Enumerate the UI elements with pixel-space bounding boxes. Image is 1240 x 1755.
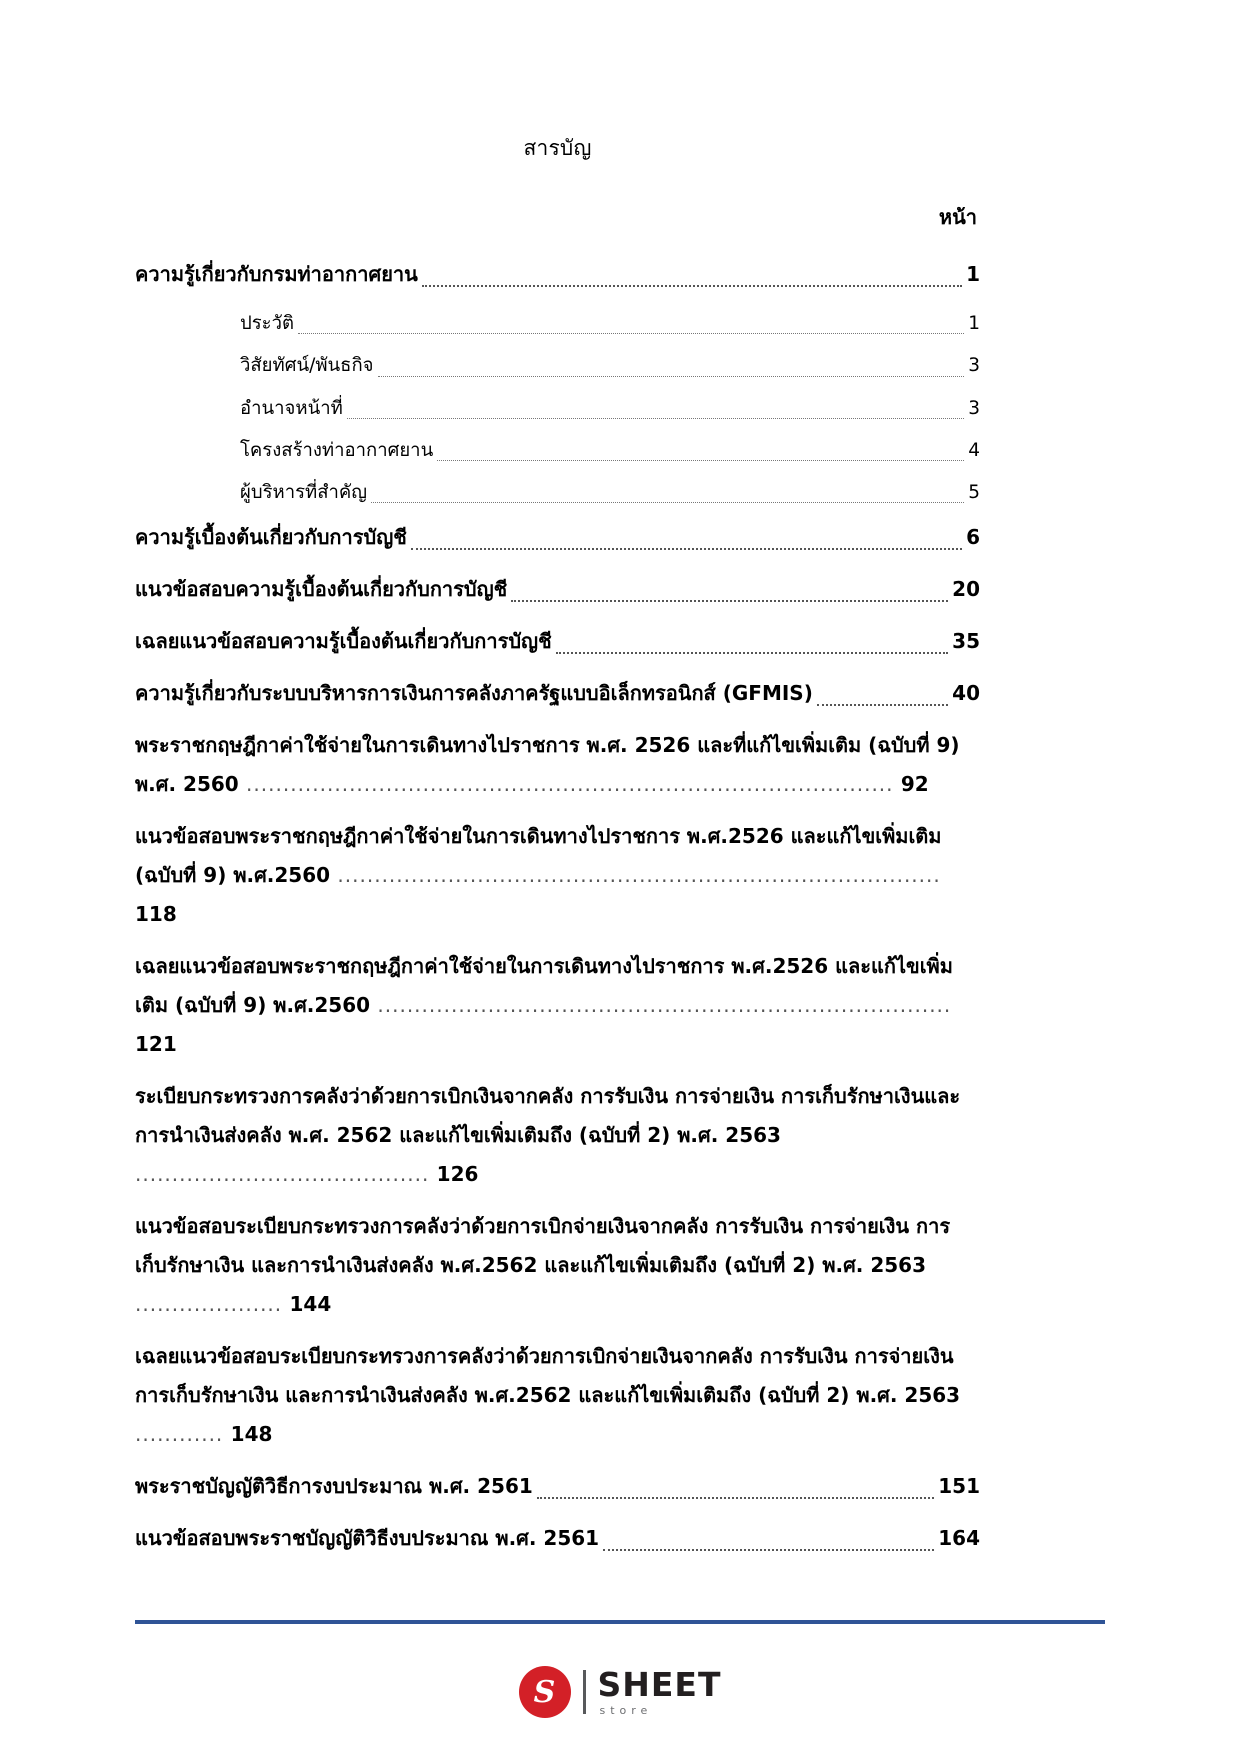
toc-entry-page-number: 1 — [968, 313, 980, 334]
toc-entry[interactable] — [135, 434, 980, 467]
toc-entry-page-number: 6 — [966, 525, 980, 550]
toc-entry[interactable] — [135, 726, 980, 804]
toc-leader-dots: .................... — [135, 1292, 290, 1317]
footer-divider — [135, 1620, 1105, 1624]
toc-entry-page-number: 3 — [968, 355, 980, 377]
toc-entry[interactable] — [135, 1337, 980, 1454]
toc-entry-label: แนวข้อสอบพระราชกฤษฎีกาค่าใช้จ่ายในการเดินทางไปราชการ พ.ศ.2526 และแก้ไขเพิ่มเติม (ฉบับที่ 9) พ.ศ.2560 — [135, 824, 942, 888]
toc-entry-page-number: 40 — [952, 681, 980, 706]
toc-entry-page-number: 4 — [968, 439, 980, 461]
toc-leader-dots: .............................................................................. — [370, 993, 952, 1018]
toc-entry[interactable] — [135, 392, 980, 425]
toc-entry-page-number: 151 — [938, 1474, 980, 1499]
toc-leader-dots — [298, 332, 964, 334]
page-column-header: หน้า — [938, 205, 977, 229]
toc-leader-dots — [371, 501, 964, 503]
toc-leader-dots: ............ — [135, 1422, 231, 1447]
brand-logo — [0, 1666, 1240, 1718]
toc-entry[interactable] — [135, 349, 980, 382]
toc-entry-label: ผู้บริหารที่สำคัญ — [240, 482, 368, 504]
toc-entry-label: วิสัยทัศน์/พันธกิจ — [240, 355, 374, 377]
toc-leader-dots — [378, 375, 965, 377]
toc-entry-label: ความรู้เกี่ยวกับระบบบริหารการเงินการคลังภาครัฐแบบอิเล็กทรอนิกส์ (GFMIS) — [135, 681, 813, 706]
toc-leader-dots — [817, 703, 948, 706]
toc-leader-dots: ........................................ — [135, 1162, 437, 1187]
toc-entry-label: ประวัติ — [240, 313, 295, 334]
toc-entry-label: พระราชกฤษฎีกาค่าใช้จ่ายในการเดินทางไปราชการ พ.ศ. 2526 และที่แก้ไขเพิ่มเติม (ฉบับที่ 9) พ.ศ. 2560 — [135, 733, 960, 797]
toc-entry-label: เฉลยแนวข้อสอบระเบียบกระทรวงการคลังว่าด้วยการเบิกจ่ายเงินจากคลัง การรับเงิน การจ่ายเงิน การเก็บรักษาเงิน และการนำเงินส่งคลัง พ.ศ.2562 และแก้ไขเพิ่มเติมถึง (ฉบับที่ 2) พ.ศ. 2563 — [135, 1344, 961, 1408]
toc-entry-label: แนวข้อสอบความรู้เบื้องต้นเกี่ยวกับการบัญชี — [135, 577, 508, 602]
toc-entry[interactable] — [135, 1077, 980, 1194]
toc-entry-label: แนวข้อสอบพระราชบัญญัติวิธีงบประมาณ พ.ศ. 2561 — [135, 1526, 600, 1551]
page-footer — [0, 1620, 1240, 1755]
toc-entry-label: อำนาจหน้าที่ — [240, 397, 343, 419]
toc-entry-page-number: 20 — [952, 577, 980, 602]
toc-entry-label: เฉลยแนวข้อสอบความรู้เบื้องต้นเกี่ยวกับการบัญชี — [135, 629, 552, 654]
toc-entry[interactable] — [135, 817, 980, 934]
toc-entry[interactable] — [135, 1207, 980, 1324]
toc-entry-page-number: 92 — [900, 772, 929, 797]
toc-entry-page-number: 126 — [436, 1162, 479, 1187]
toc-entry-page-number: 5 — [968, 482, 980, 504]
toc-entry[interactable] — [135, 1467, 980, 1506]
toc-entry-label: แนวข้อสอบระเบียบกระทรวงการคลังว่าด้วยการเบิกจ่ายเงินจากคลัง การรับเงิน การจ่ายเงิน การเก็บรักษาเงิน และการนำเงินส่งคลัง พ.ศ.2562 และแก้ไขเพิ่มเติมถึง (ฉบับที่ 2) พ.ศ. 2563 — [135, 1214, 951, 1278]
toc-leader-dots: .................................................................................. — [330, 863, 941, 888]
page-title: สารบัญ — [523, 136, 592, 160]
toc-entry[interactable] — [135, 674, 980, 713]
toc-leader-dots — [347, 417, 964, 419]
toc-entry[interactable] — [135, 1519, 980, 1558]
toc-leader-dots — [511, 599, 948, 602]
toc-entry-page-number: 148 — [230, 1422, 273, 1447]
toc-entry-label: เฉลยแนวข้อสอบพระราชกฤษฎีกาค่าใช้จ่ายในการเดินทางไปราชการ พ.ศ.2526 และแก้ไขเพิ่มเติม (ฉบับที่ 9) พ.ศ.2560 — [135, 954, 953, 1018]
page-content — [135, 0, 980, 1571]
toc-leader-dots — [537, 1496, 934, 1499]
toc-entry-page-number: 121 — [135, 1032, 177, 1057]
toc-entry-page-number: 164 — [938, 1526, 980, 1551]
toc-entry[interactable] — [135, 307, 980, 340]
toc-leader-dots — [411, 547, 962, 550]
toc-leader-dots — [437, 459, 964, 461]
logo-main-text: SHEET — [597, 1665, 722, 1704]
logo-circle-icon: S — [519, 1666, 571, 1718]
toc-entry-page-number: 3 — [968, 397, 980, 419]
toc-leader-dots — [422, 284, 962, 287]
toc-entry-page-number: 118 — [135, 902, 177, 927]
toc-entry-label: ความรู้เกี่ยวกับกรมท่าอากาศยาน — [135, 262, 418, 286]
toc-entry-label: พระราชบัญญัติวิธีการงบประมาณ พ.ศ. 2561 — [135, 1474, 533, 1499]
toc-entry-label: โครงสร้างท่าอากาศยาน — [240, 439, 434, 461]
toc-leader-dots: ........................................................................................ — [238, 772, 901, 797]
toc-entry[interactable] — [135, 476, 980, 509]
toc-entry-label: ความรู้เบื้องต้นเกี่ยวกับการบัญชี — [135, 525, 407, 550]
logo-divider — [583, 1670, 586, 1714]
logo-sub-text: store — [599, 1704, 653, 1717]
logo-wordmark — [597, 1665, 722, 1717]
toc-entry-label: ระเบียบกระทรวงการคลังว่าด้วยการเบิกเงินจากคลัง การรับเงิน การจ่ายเงิน การเก็บรักษาเงินและการนำเงินส่งคลัง พ.ศ. 2562 และแก้ไขเพิ่มเติมถึง (ฉบับที่ 2) พ.ศ. 2563 — [135, 1084, 961, 1148]
table-of-contents — [135, 255, 980, 1558]
toc-entry-page-number: 1 — [966, 262, 980, 286]
toc-entry[interactable] — [135, 518, 980, 557]
toc-leader-dots — [603, 1548, 934, 1551]
toc-entry-page-number: 144 — [289, 1292, 332, 1317]
toc-entry-page-number: 35 — [952, 629, 980, 654]
toc-leader-dots — [556, 651, 949, 654]
toc-entry[interactable] — [135, 255, 980, 294]
toc-entry[interactable] — [135, 622, 980, 661]
toc-entry[interactable] — [135, 570, 980, 609]
toc-entry[interactable] — [135, 947, 980, 1064]
